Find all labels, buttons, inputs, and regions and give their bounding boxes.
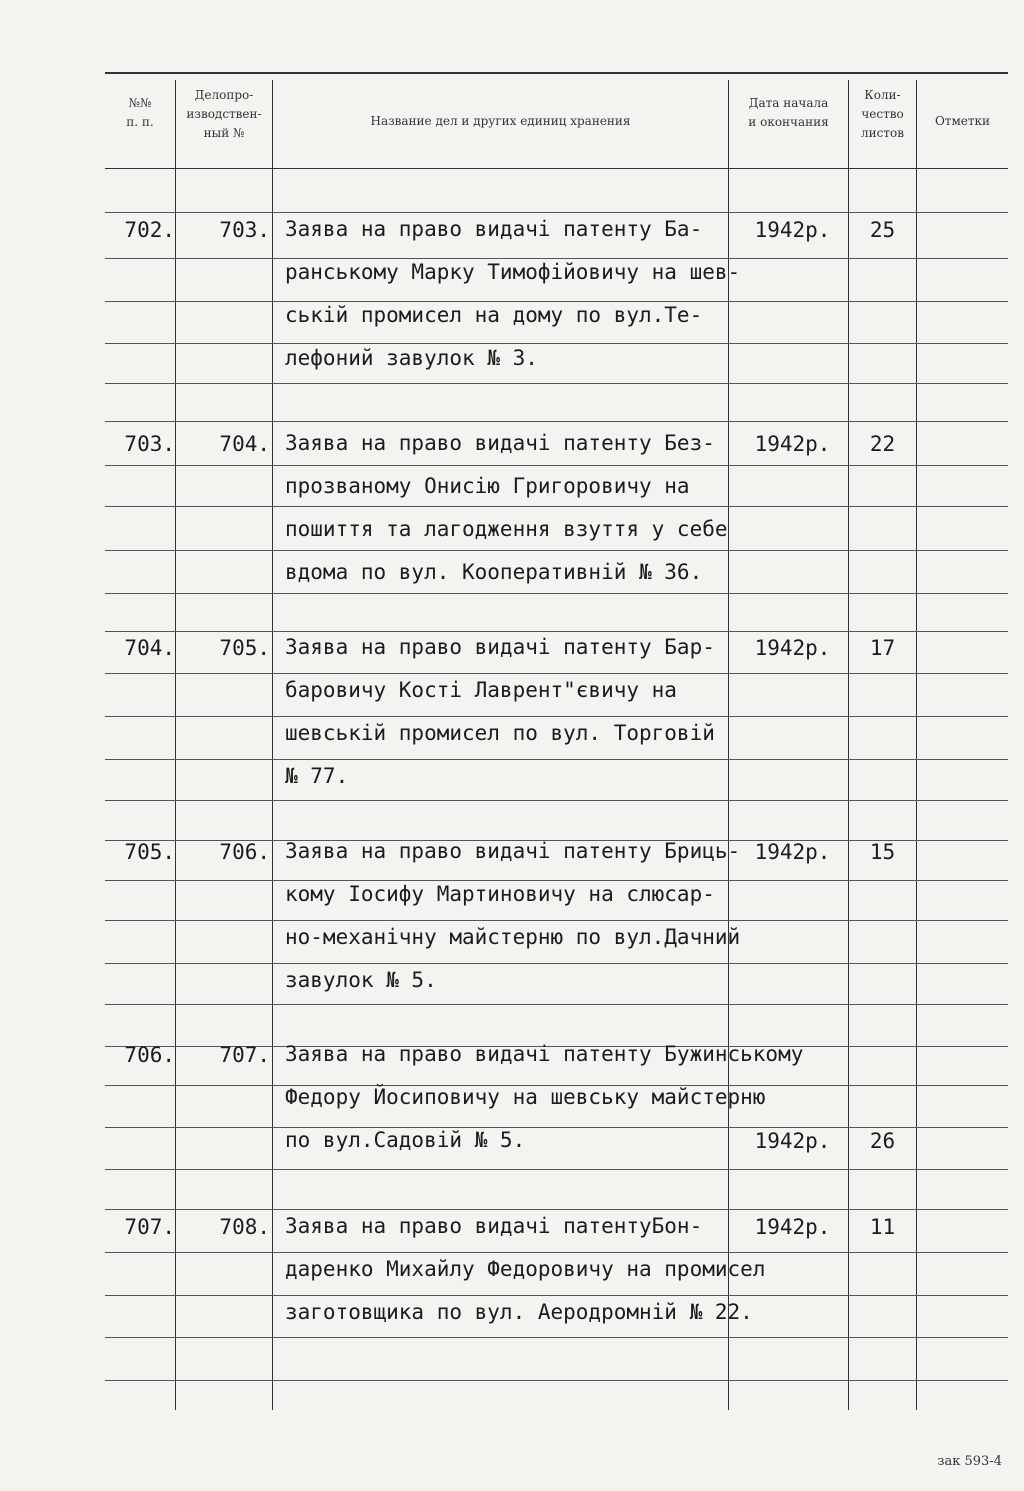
- file-number: 706.: [219, 840, 270, 864]
- entry-date: 1942р.: [754, 636, 831, 660]
- entry-title-line: Заява на право видачі патенту Бужинському: [285, 1042, 804, 1066]
- header-col-dates: Дата начала и окончания: [748, 96, 829, 129]
- entry-title: [285, 830, 740, 1002]
- entry-title-line: завулок № 5.: [285, 968, 437, 992]
- entry-title-line: Заява на право видачі патентуБон-: [285, 1214, 703, 1238]
- header-top-rule: [105, 72, 1008, 74]
- file-number: 705.: [219, 636, 270, 660]
- column-divider: [175, 80, 176, 1410]
- entry-number: 705.: [124, 840, 175, 864]
- entry-sheet-count: 15: [869, 840, 896, 864]
- column-divider: [916, 80, 917, 1410]
- entry-title-line: прозваному Онисію Григоровичу на: [285, 474, 690, 498]
- entry-number: 704.: [124, 636, 175, 660]
- entry-title-line: вдома по вул. Кооперативній № 36.: [285, 560, 703, 584]
- header-col-count: Коли- чество листов: [861, 88, 904, 140]
- entry-title-line: баровичу Кості Лаврент"євичу на: [285, 678, 677, 702]
- entry-sheet-count: 25: [869, 218, 896, 242]
- entry-sheet-count: 22: [869, 432, 896, 456]
- entry-title-line: кому Іосифу Мартиновичу на слюсар-: [285, 882, 715, 906]
- file-number: 708.: [219, 1215, 270, 1239]
- entry-title-line: Федору Йосиповичу на шевську майстерню: [285, 1085, 766, 1109]
- entry-title-line: № 77.: [285, 764, 349, 788]
- ruled-line: [105, 1337, 1008, 1338]
- entry-sheet-count: 26: [869, 1129, 896, 1153]
- file-number: 704.: [219, 432, 270, 456]
- entry-title: [285, 208, 740, 380]
- entry-title: [285, 1033, 803, 1162]
- ruled-line: [105, 1004, 1008, 1005]
- entry-title-line: лефоний завулок № 3.: [285, 346, 538, 370]
- entry-title-line: шевській промисел по вул. Торговій: [285, 721, 715, 745]
- entry-title-line: Заява на право видачі патенту Бриць-: [285, 839, 741, 863]
- entry-number: 707.: [124, 1215, 175, 1239]
- entry-number: 706.: [124, 1043, 175, 1067]
- header-col-title: Название дел и других единиц хранения: [370, 114, 631, 128]
- column-divider: [272, 80, 273, 1410]
- ruled-line: [105, 383, 1008, 384]
- header-bottom-rule: [105, 168, 1008, 169]
- header-col-file: Делопро- изводствен- ный №: [186, 88, 262, 140]
- entry-title-line: но-механічну майстерню по вул.Дачний: [285, 925, 741, 949]
- entry-date: 1942р.: [754, 1129, 831, 1153]
- ruled-line: [105, 800, 1008, 801]
- entry-title-line: ранському Марку Тимофійовичу на шев-: [285, 260, 741, 284]
- header-col-notes: Отметки: [934, 114, 991, 128]
- entry-number: 703.: [124, 432, 175, 456]
- entry-title-line: Заява на право видачі патенту Без-: [285, 431, 715, 455]
- entry-title: [285, 422, 728, 594]
- ruled-line: [105, 1169, 1008, 1170]
- entry-date: 1942р.: [754, 840, 831, 864]
- entry-title-line: по вул.Садовій № 5.: [285, 1128, 526, 1152]
- entry-title: [285, 1205, 765, 1334]
- entry-title-line: пошиття та лагодження взуття у себе: [285, 517, 728, 541]
- entry-title-line: ській промисел на дому по вул.Те-: [285, 303, 703, 327]
- entry-date: 1942р.: [754, 218, 831, 242]
- entry-sheet-count: 17: [869, 636, 896, 660]
- file-number: 707.: [219, 1043, 270, 1067]
- ruled-line: [105, 1380, 1008, 1381]
- entry-title-line: заготовщика по вул. Аеродромній № 22.: [285, 1300, 753, 1324]
- footer-order-code: зак 593-4: [937, 1454, 1002, 1469]
- entry-title-line: даренко Михайлу Федоровичу на промисел: [285, 1257, 766, 1281]
- column-divider: [848, 80, 849, 1410]
- entry-date: 1942р.: [754, 1215, 831, 1239]
- header-col-no: №№ п. п.: [126, 96, 154, 129]
- entry-sheet-count: 11: [869, 1215, 896, 1239]
- file-number: 703.: [219, 218, 270, 242]
- entry-title: [285, 626, 715, 798]
- entry-title-line: Заява на право видачі патенту Ба-: [285, 217, 703, 241]
- entry-number: 702.: [124, 218, 175, 242]
- entry-title-line: Заява на право видачі патенту Бар-: [285, 635, 715, 659]
- entry-date: 1942р.: [754, 432, 831, 456]
